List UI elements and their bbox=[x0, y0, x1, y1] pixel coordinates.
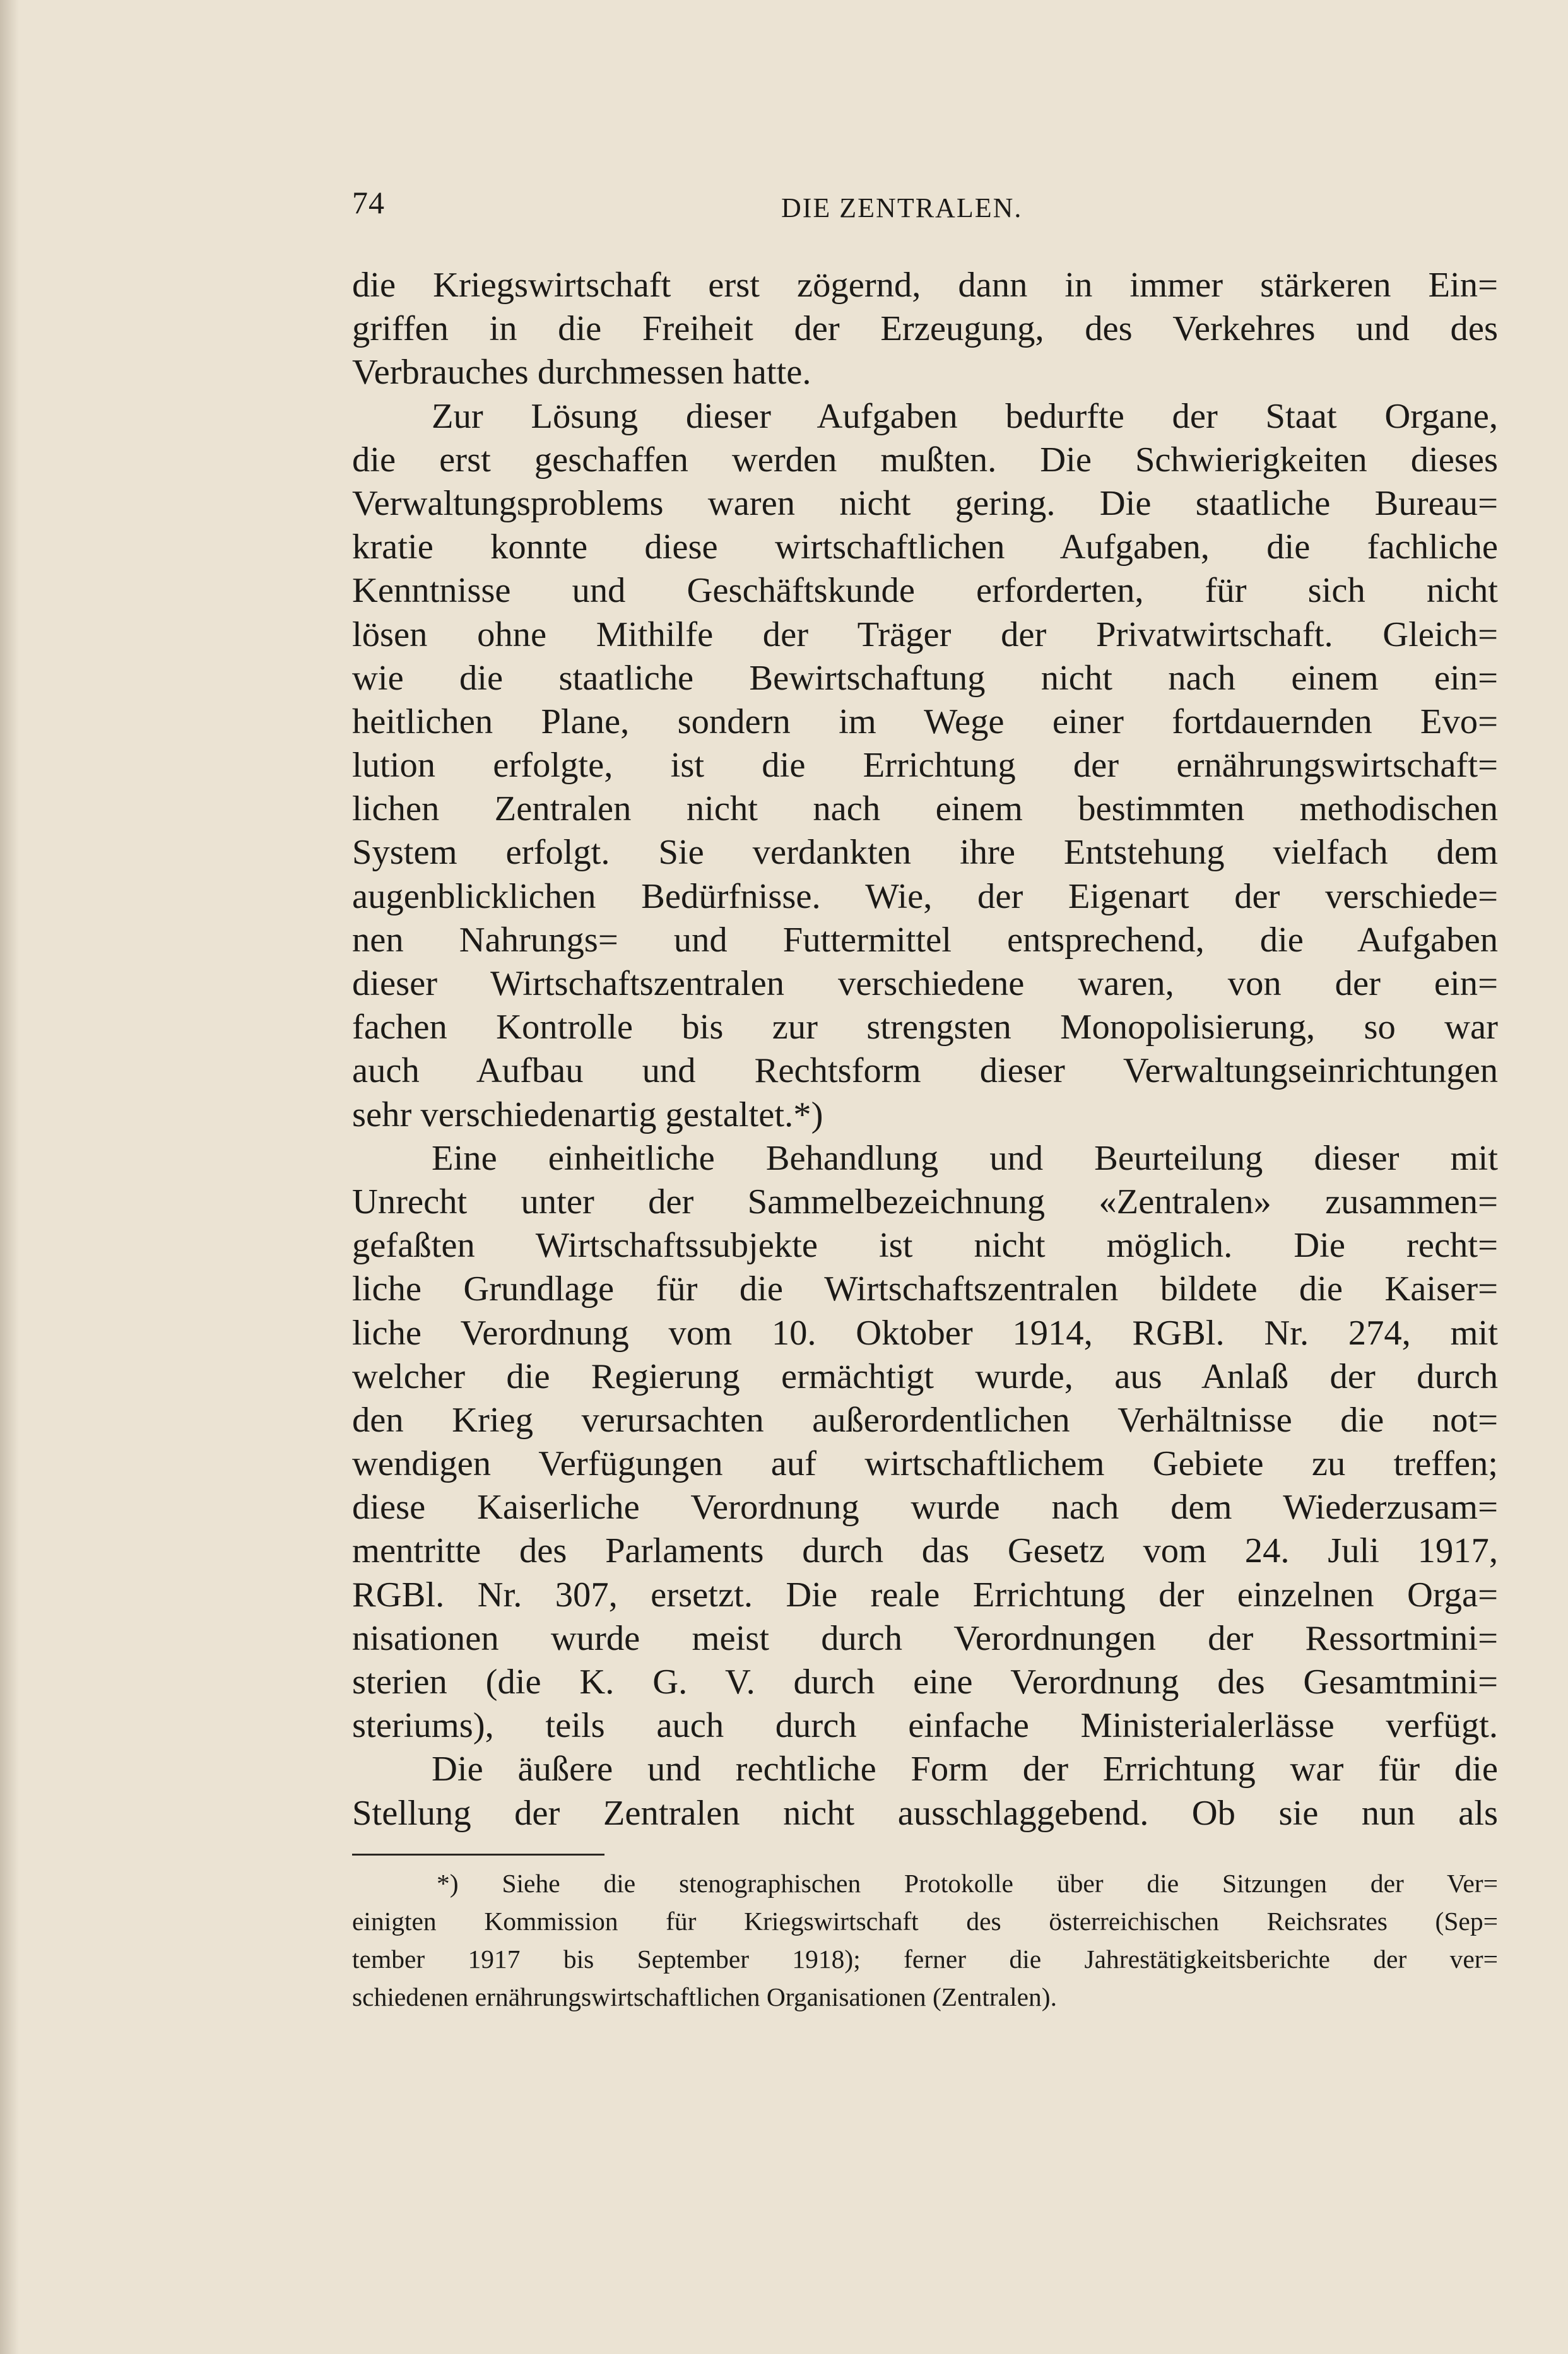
text-line: steriums), teils auch durch einfache Ministerialerlässe verfügt. bbox=[352, 1706, 1498, 1746]
text-line: dieser Wirtschaftszentralen verschiedene waren, von der ein= bbox=[352, 964, 1498, 1003]
text-line: kratie konnte diese wirtschaftlichen Aufgaben, die fachliche bbox=[352, 527, 1498, 567]
text-line: wie die staatliche Bewirtschaftung nicht nach einem ein= bbox=[352, 658, 1498, 698]
text-line: sterien (die K. G. V. durch eine Verordnung des Gesamtmini= bbox=[352, 1663, 1498, 1702]
text-line: Zur Lösung dieser Aufgaben bedurfte der Staat Organe, bbox=[432, 396, 1498, 436]
text-line: wendigen Verfügungen auf wirtschaftlichem Gebiete zu treffen; bbox=[352, 1444, 1498, 1484]
footnote-line: einigten Kommission für Kriegswirtschaft des österreichischen Reichsrates (Sep= bbox=[352, 1907, 1498, 1936]
text-line: lösen ohne Mithilfe der Träger der Privatwirtschaft. Gleich= bbox=[352, 615, 1498, 654]
text-line: auch Aufbau und Rechtsform dieser Verwaltungseinrichtungen bbox=[352, 1051, 1498, 1091]
text-line: diese Kaiserliche Verordnung wurde nach dem Wiederzusam= bbox=[352, 1488, 1498, 1527]
text-line: RGBl. Nr. 307, ersetzt. Die reale Errichtung der einzelnen Orga= bbox=[352, 1575, 1498, 1615]
text-line: fachen Kontrolle bis zur strengsten Monopolisierung, so war bbox=[352, 1008, 1498, 1047]
page-header bbox=[352, 184, 1498, 228]
text-line: System erfolgt. Sie verdankten ihre Entstehung vielfach dem bbox=[352, 833, 1498, 873]
text-line: liche Verordnung vom 10. Oktober 1914, RGBl. Nr. 274, mit bbox=[352, 1313, 1498, 1353]
footnote-line: schiedenen ernährungswirtschaftlichen Organisationen (Zentralen). bbox=[352, 1982, 1057, 2011]
text-line: Kenntnisse und Geschäftskunde erforderten, für sich nicht bbox=[352, 571, 1498, 611]
page-edge-shadow bbox=[0, 0, 19, 2354]
footnote-rule bbox=[352, 1854, 604, 1856]
text-line: Stellung der Zentralen nicht ausschlaggebend. Ob sie nun als bbox=[352, 1793, 1498, 1833]
running-title: DIE ZENTRALEN. bbox=[781, 192, 1023, 223]
text-line: Verwaltungsproblems waren nicht gering. Die staatliche Bureau= bbox=[352, 483, 1498, 523]
footnote-line: *) Siehe die stenographischen Protokolle über die Sitzungen der Ver= bbox=[437, 1869, 1498, 1898]
text-line: nisationen wurde meist durch Verordnungen der Ressortmini= bbox=[352, 1618, 1498, 1658]
text-line: Unrecht unter der Sammelbezeichnung «Zentralen» zusammen= bbox=[352, 1182, 1498, 1221]
text-line: gefaßten Wirtschaftssubjekte ist nicht möglich. Die recht= bbox=[352, 1226, 1498, 1266]
text-line: den Krieg verursachten außerordentlichen Verhältnisse die not= bbox=[352, 1400, 1498, 1440]
text-line: die Kriegswirtschaft erst zögernd, dann in immer stärkeren Ein= bbox=[352, 266, 1498, 305]
text-line: augenblicklichen Bedürfnisse. Wie, der Eigenart der verschiede= bbox=[352, 876, 1498, 916]
text-line: liche Grundlage für die Wirtschaftszentralen bildete die Kaiser= bbox=[352, 1269, 1498, 1309]
text-line: Eine einheitliche Behandlung und Beurteilung dieser mit bbox=[432, 1138, 1498, 1178]
footnote bbox=[352, 1864, 1498, 2016]
text-line: welcher die Regierung ermächtigt wurde, aus Anlaß der durch bbox=[352, 1356, 1498, 1396]
page-number: 74 bbox=[352, 185, 385, 220]
text-line: mentritte des Parlaments durch das Gesetz vom 24. Juli 1917, bbox=[352, 1531, 1498, 1571]
text-line: die erst geschaffen werden mußten. Die Schwierigkeiten dieses bbox=[352, 440, 1498, 480]
text-line: lution erfolgte, ist die Errichtung der ernährungswirtschaft= bbox=[352, 746, 1498, 786]
text-line: nen Nahrungs= und Futtermittel entsprechend, die Aufgaben bbox=[352, 920, 1498, 960]
text-line: heitlichen Plane, sondern im Wege einer fortdauernden Evo= bbox=[352, 702, 1498, 741]
text-line: griffen in die Freiheit der Erzeugung, des Verkehres und des bbox=[352, 309, 1498, 349]
text-line: Verbrauches durchmessen hatte. bbox=[352, 353, 811, 392]
text-line: sehr verschiedenartig gestaltet.*) bbox=[352, 1095, 823, 1134]
text-line: Die äußere und rechtliche Form der Errichtung war für die bbox=[432, 1750, 1498, 1789]
footnote-line: tember 1917 bis September 1918); ferner die Jahrestätigkeitsberichte der ver= bbox=[352, 1945, 1498, 1974]
text-line: lichen Zentralen nicht nach einem bestimmten methodischen bbox=[352, 789, 1498, 829]
body-text bbox=[352, 264, 1498, 1835]
